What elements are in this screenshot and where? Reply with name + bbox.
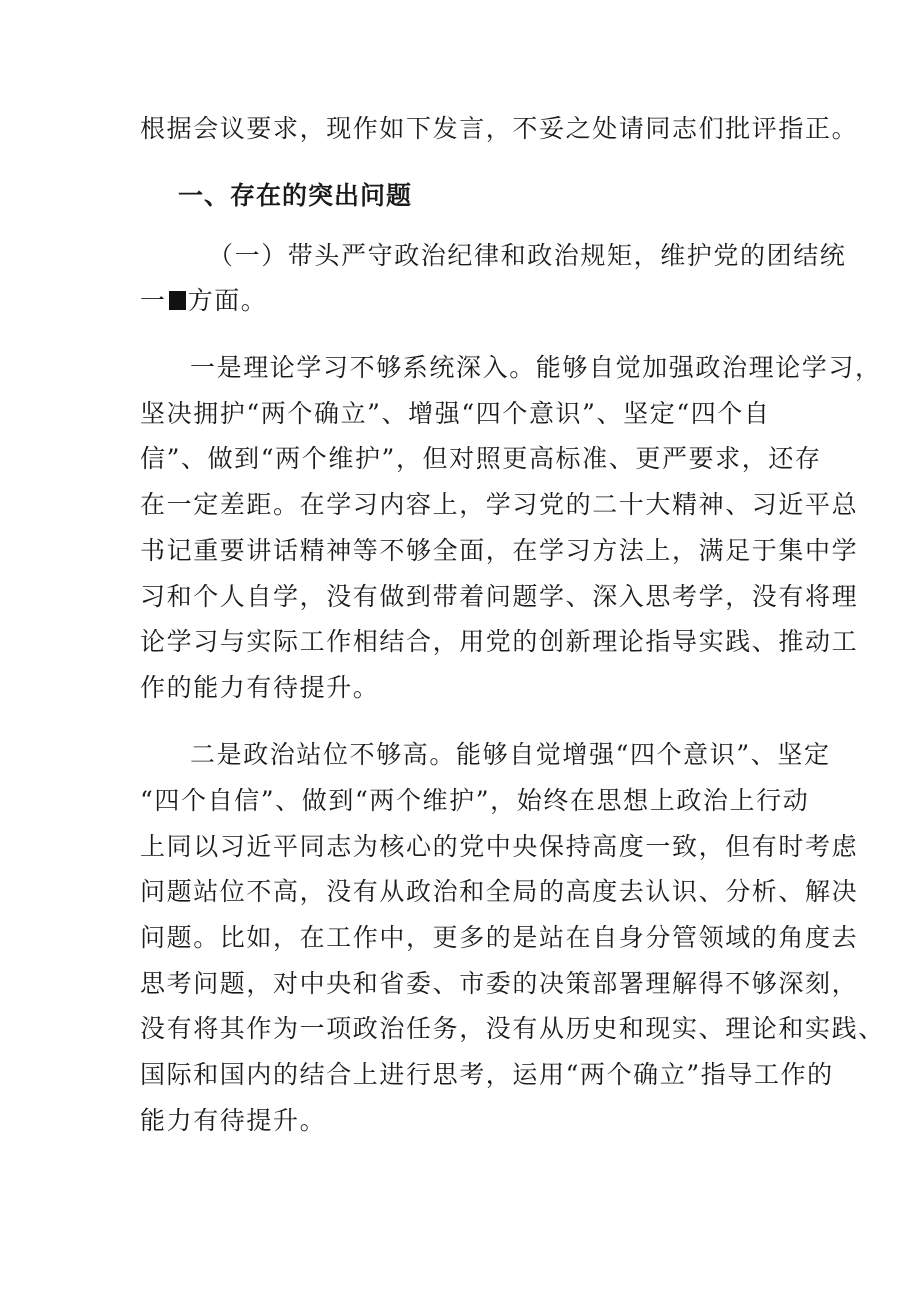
paragraph-2-line: 上同以习近平同志为核心的党中央保持高度一致，但有时考虑: [140, 832, 859, 861]
paragraph-1-line: 在一定差距。在学习内容上，学习党的二十大精神、习近平总: [140, 490, 859, 519]
paragraph-1-line: 作的能力有待提升。: [140, 673, 380, 702]
subsection-heading-text-b: 方面。: [187, 286, 268, 315]
paragraph-1-line: 论学习与实际工作相结合，用党的创新理论指导实践、推动工: [140, 627, 859, 656]
paragraph-1-line: 信”、做到“两个维护”，但对照更高标准、更严要求，还存: [140, 444, 822, 473]
paragraph-2-line: 没有将其作为一项政治任务，没有从历史和现实、理论和实践、: [140, 1014, 885, 1043]
paragraph-2-line: 问题站位不高，没有从政治和全局的高度去认识、分析、解决: [140, 877, 859, 906]
paragraph-1-line: 坚决拥护“两个确立”、增强“四个意识”、坚定“四个自: [140, 399, 771, 428]
paragraph-1-line: 书记重要讲话精神等不够全面，在学习方法上，满足于集中学: [140, 536, 859, 565]
paragraph-1-line: 习和个人自学，没有做到带着问题学、深入思考学，没有将理: [140, 582, 859, 611]
section-heading: 一、存在的突出问题: [178, 181, 413, 210]
redaction-block-icon: [169, 291, 186, 310]
paragraph-2-line: “四个自信”、做到“两个维护”，始终在思想上政治上行动: [140, 786, 810, 815]
paragraph-2-line: 二是政治站位不够高。能够自觉增强“四个意识”、坚定: [190, 740, 831, 769]
paragraph-2-line: 能力有待提升。: [140, 1106, 327, 1135]
subsection-heading-line-1: （一）带头严守政治纪律和政治规矩，维护党的团结统: [208, 241, 847, 270]
subsection-heading-text-a: 一: [140, 286, 167, 315]
paragraph-2-line: 国际和国内的结合上进行思考，运用“两个确立”指导工作的: [140, 1060, 834, 1089]
paragraph-2-line: 思考问题，对中央和省委、市委的决策部署理解得不够深刻，: [140, 969, 859, 998]
subsection-heading-line-2: [140, 286, 267, 316]
paragraph-2-line: 问题。比如，在工作中，更多的是站在自身分管领域的角度去: [140, 923, 859, 952]
intro-paragraph-line: 根据会议要求，现作如下发言，不妥之处请同志们批评指正。: [140, 114, 859, 143]
paragraph-1-line: 一是理论学习不够系统深入。能够自觉加强政治理论学习，: [190, 353, 882, 382]
